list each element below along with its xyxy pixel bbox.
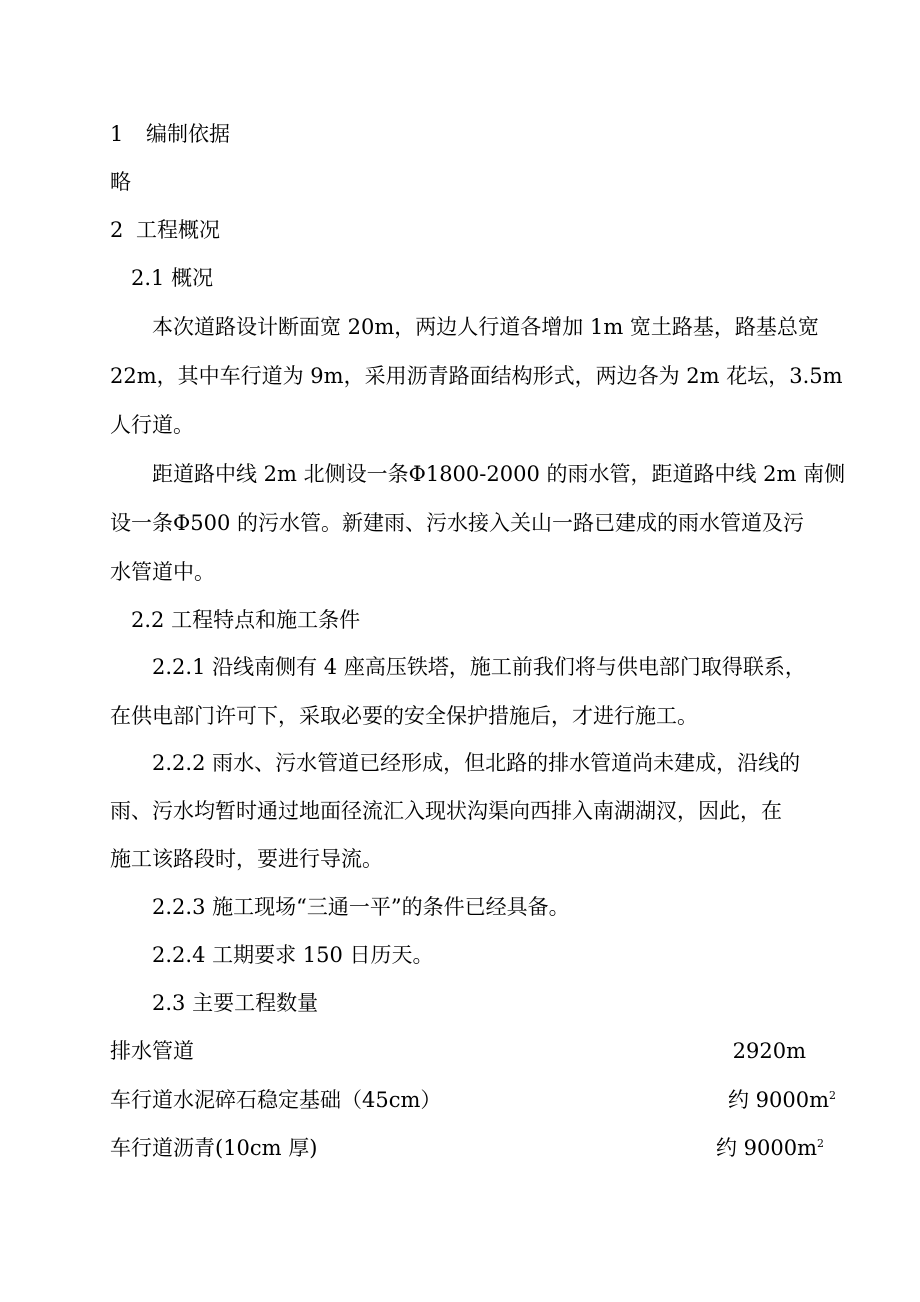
quantity-item-name: 车行道水泥碎石稳定基础（45cm） bbox=[110, 1088, 442, 1112]
paragraph-line: 施工该路段时，要进行导流。 bbox=[110, 847, 383, 871]
paragraph-line: 2.2.4 工期要求 150 日历天。 bbox=[152, 943, 434, 967]
paragraph-line: 设一条Φ500 的污水管。新建雨、污水接入关山一路已建成的雨水管道及污 bbox=[110, 511, 804, 535]
quantity-item-name: 车行道沥青(10cm 厚) bbox=[110, 1136, 318, 1160]
section-2-heading bbox=[110, 216, 220, 244]
subsection-2-2-heading: 2.2 工程特点和施工条件 bbox=[131, 608, 361, 632]
paragraph-line: 在供电部门许可下，采取必要的安全保护措施后，才进行施工。 bbox=[110, 704, 698, 728]
paragraph-line: 雨、污水均暂时通过地面径流汇入现状沟渠向西排入南湖湖汊，因此，在 bbox=[110, 799, 782, 823]
section-1-body: 略 bbox=[110, 170, 131, 194]
section-title: 编制依据 bbox=[146, 122, 230, 146]
paragraph-line: 人行道。 bbox=[110, 413, 194, 437]
quantity-item-value: 2920m bbox=[732, 1039, 806, 1063]
quantity-item-value: 约 $9000m^2$ bbox=[727, 1088, 836, 1112]
paragraph-line: 距道路中线 2m 北侧设一条Φ1800-2000 的雨水管，距道路中线 2m 南侧 bbox=[152, 462, 846, 486]
paragraph-line: 水管道中。 bbox=[110, 560, 215, 584]
paragraph-line: 2.2.1 沿线南侧有 4 座高压铁塔，施工前我们将与供电部门取得联系， bbox=[152, 655, 806, 679]
subsection-2-1-heading: 2.1 概况 bbox=[131, 266, 214, 290]
paragraph-line: 22m，其中车行道为 9m，采用沥青路面结构形式，两边各为 2m 花坛，3.5m bbox=[110, 364, 843, 388]
paragraph-line: 本次道路设计断面宽 20m，两边人行道各增加 1m 宽土路基，路基总宽 bbox=[152, 315, 819, 339]
section-number: 1 bbox=[110, 122, 124, 146]
section-title: 工程概况 bbox=[136, 218, 220, 242]
paragraph-line: 2.2.2 雨水、污水管道已经形成，但北路的排水管道尚未建成，沿线的 bbox=[152, 751, 801, 775]
paragraph-line: 2.2.3 施工现场“三通一平”的条件已经具备。 bbox=[152, 895, 570, 919]
subsection-2-3-heading: 2.3 主要工程数量 bbox=[152, 991, 319, 1015]
section-1-heading bbox=[110, 120, 230, 148]
quantity-item-value: 约 $9000m^2$ bbox=[715, 1136, 824, 1160]
section-number: 2 bbox=[110, 218, 124, 242]
quantity-item-name: 排水管道 bbox=[110, 1039, 194, 1063]
